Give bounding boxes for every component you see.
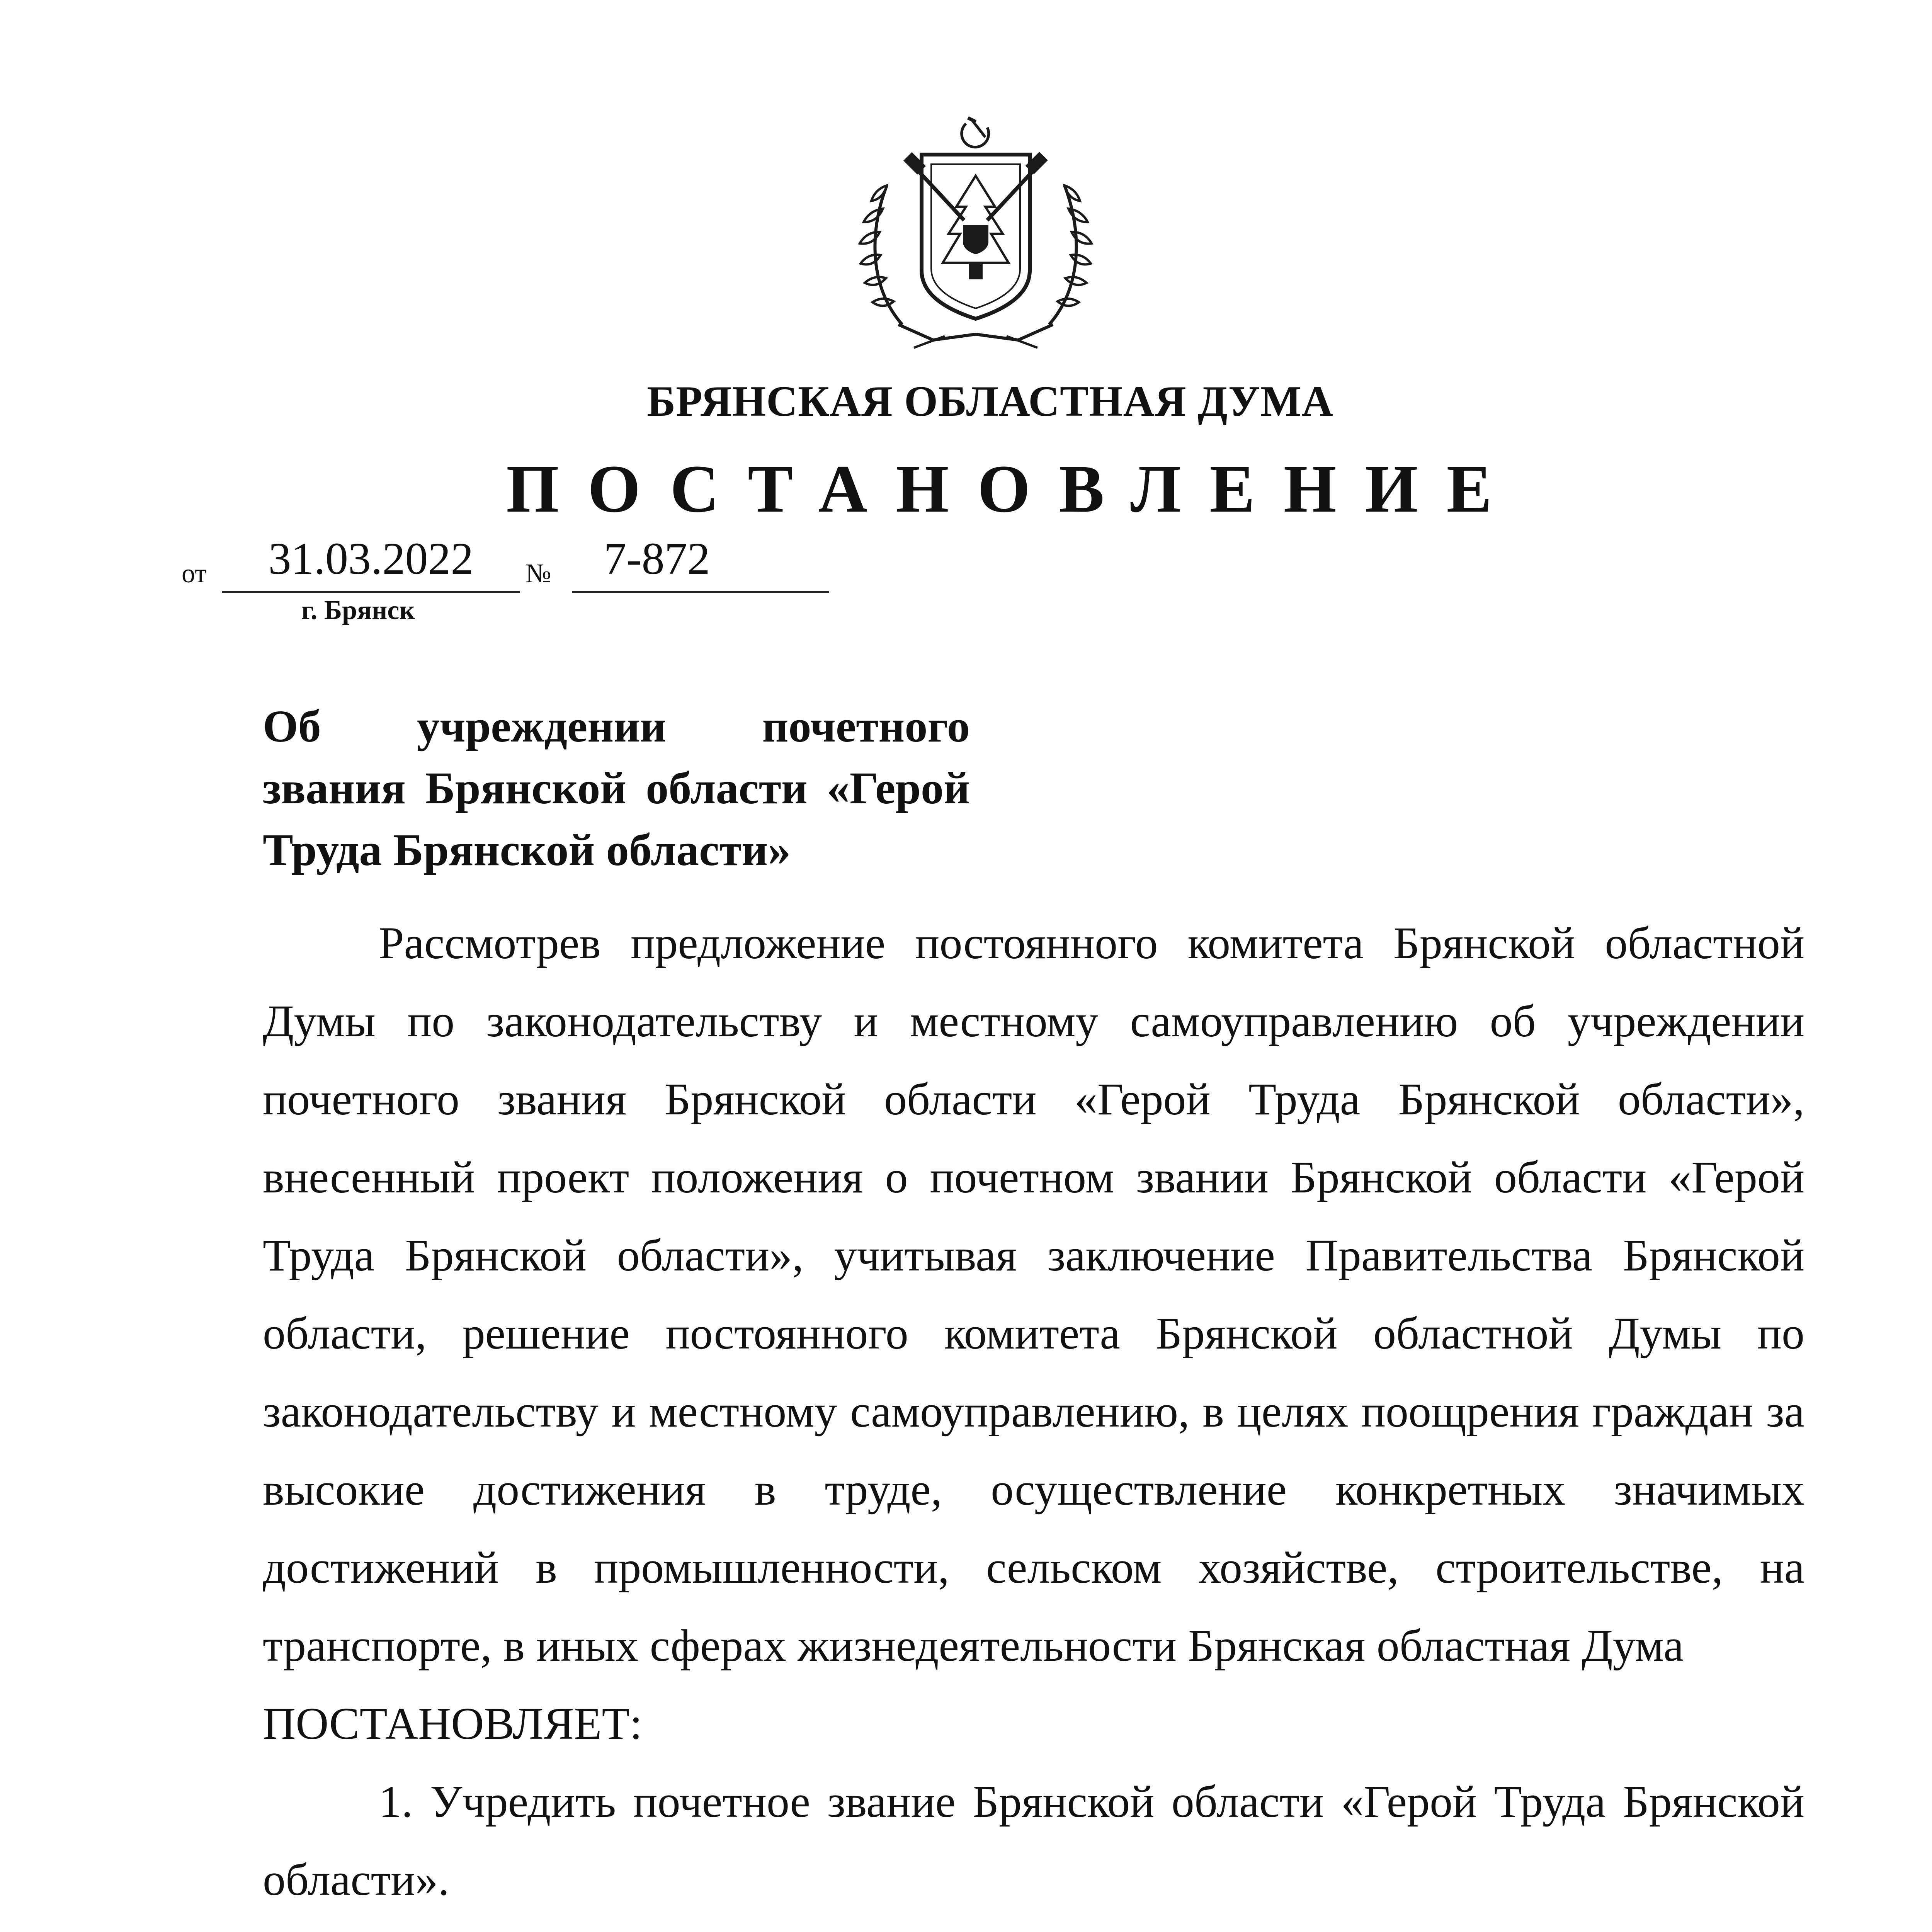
resolves-word: ПОСТАНОВЛЯЕТ:: [263, 1698, 643, 1749]
resolution-body: [263, 904, 1804, 1932]
subject-line: Об учреждении почетного: [263, 701, 970, 752]
date-label: от: [182, 559, 207, 588]
document-type-title: ПОСТАНОВЛЕНИЕ: [506, 451, 1520, 527]
subject-line: звания Брянской области «Герой: [263, 763, 970, 813]
city-label: г. Брянск: [301, 595, 415, 625]
number-value: 7-872: [604, 533, 710, 584]
resolution-subject: [263, 696, 970, 881]
subject-line: Труда Брянской области»: [263, 825, 791, 875]
date-value: 31.03.2022: [268, 533, 474, 584]
bryansk-oblast-coat-of-arms-icon: [856, 108, 1095, 355]
preamble-paragraph: Рассмотрев предложение постоянного комитета Брянской областной Думы по законодательству и местному самоуправлению об учреждении почетного звания Брянской области «Герой Труда Брянской области», внесенный проект положения о почетном звании Брянской области «Герой Труда Брянской области», учитывая заключение Правительства Брянской области, решение постоянного комитета Брянской областной Думы по законодательству и местному самоуправлению, в целях поощрения граждан за высокие достижения в труде, осуществление конкретных значимых достижений в промышленности, сельском хозяйстве, строительстве, на транспорте, в иных сферах жизнедеятельности Брянская областная Дума: [263, 918, 1804, 1671]
number-label: №: [526, 559, 551, 588]
organization-title: БРЯНСКАЯ ОБЛАСТНАЯ ДУМА: [647, 378, 1333, 425]
item-1-paragraph: 1. Учредить почетное звание Брянской области «Герой Труда Брянской области».: [263, 1776, 1804, 1905]
item-2-paragraph: [263, 1919, 1804, 1932]
